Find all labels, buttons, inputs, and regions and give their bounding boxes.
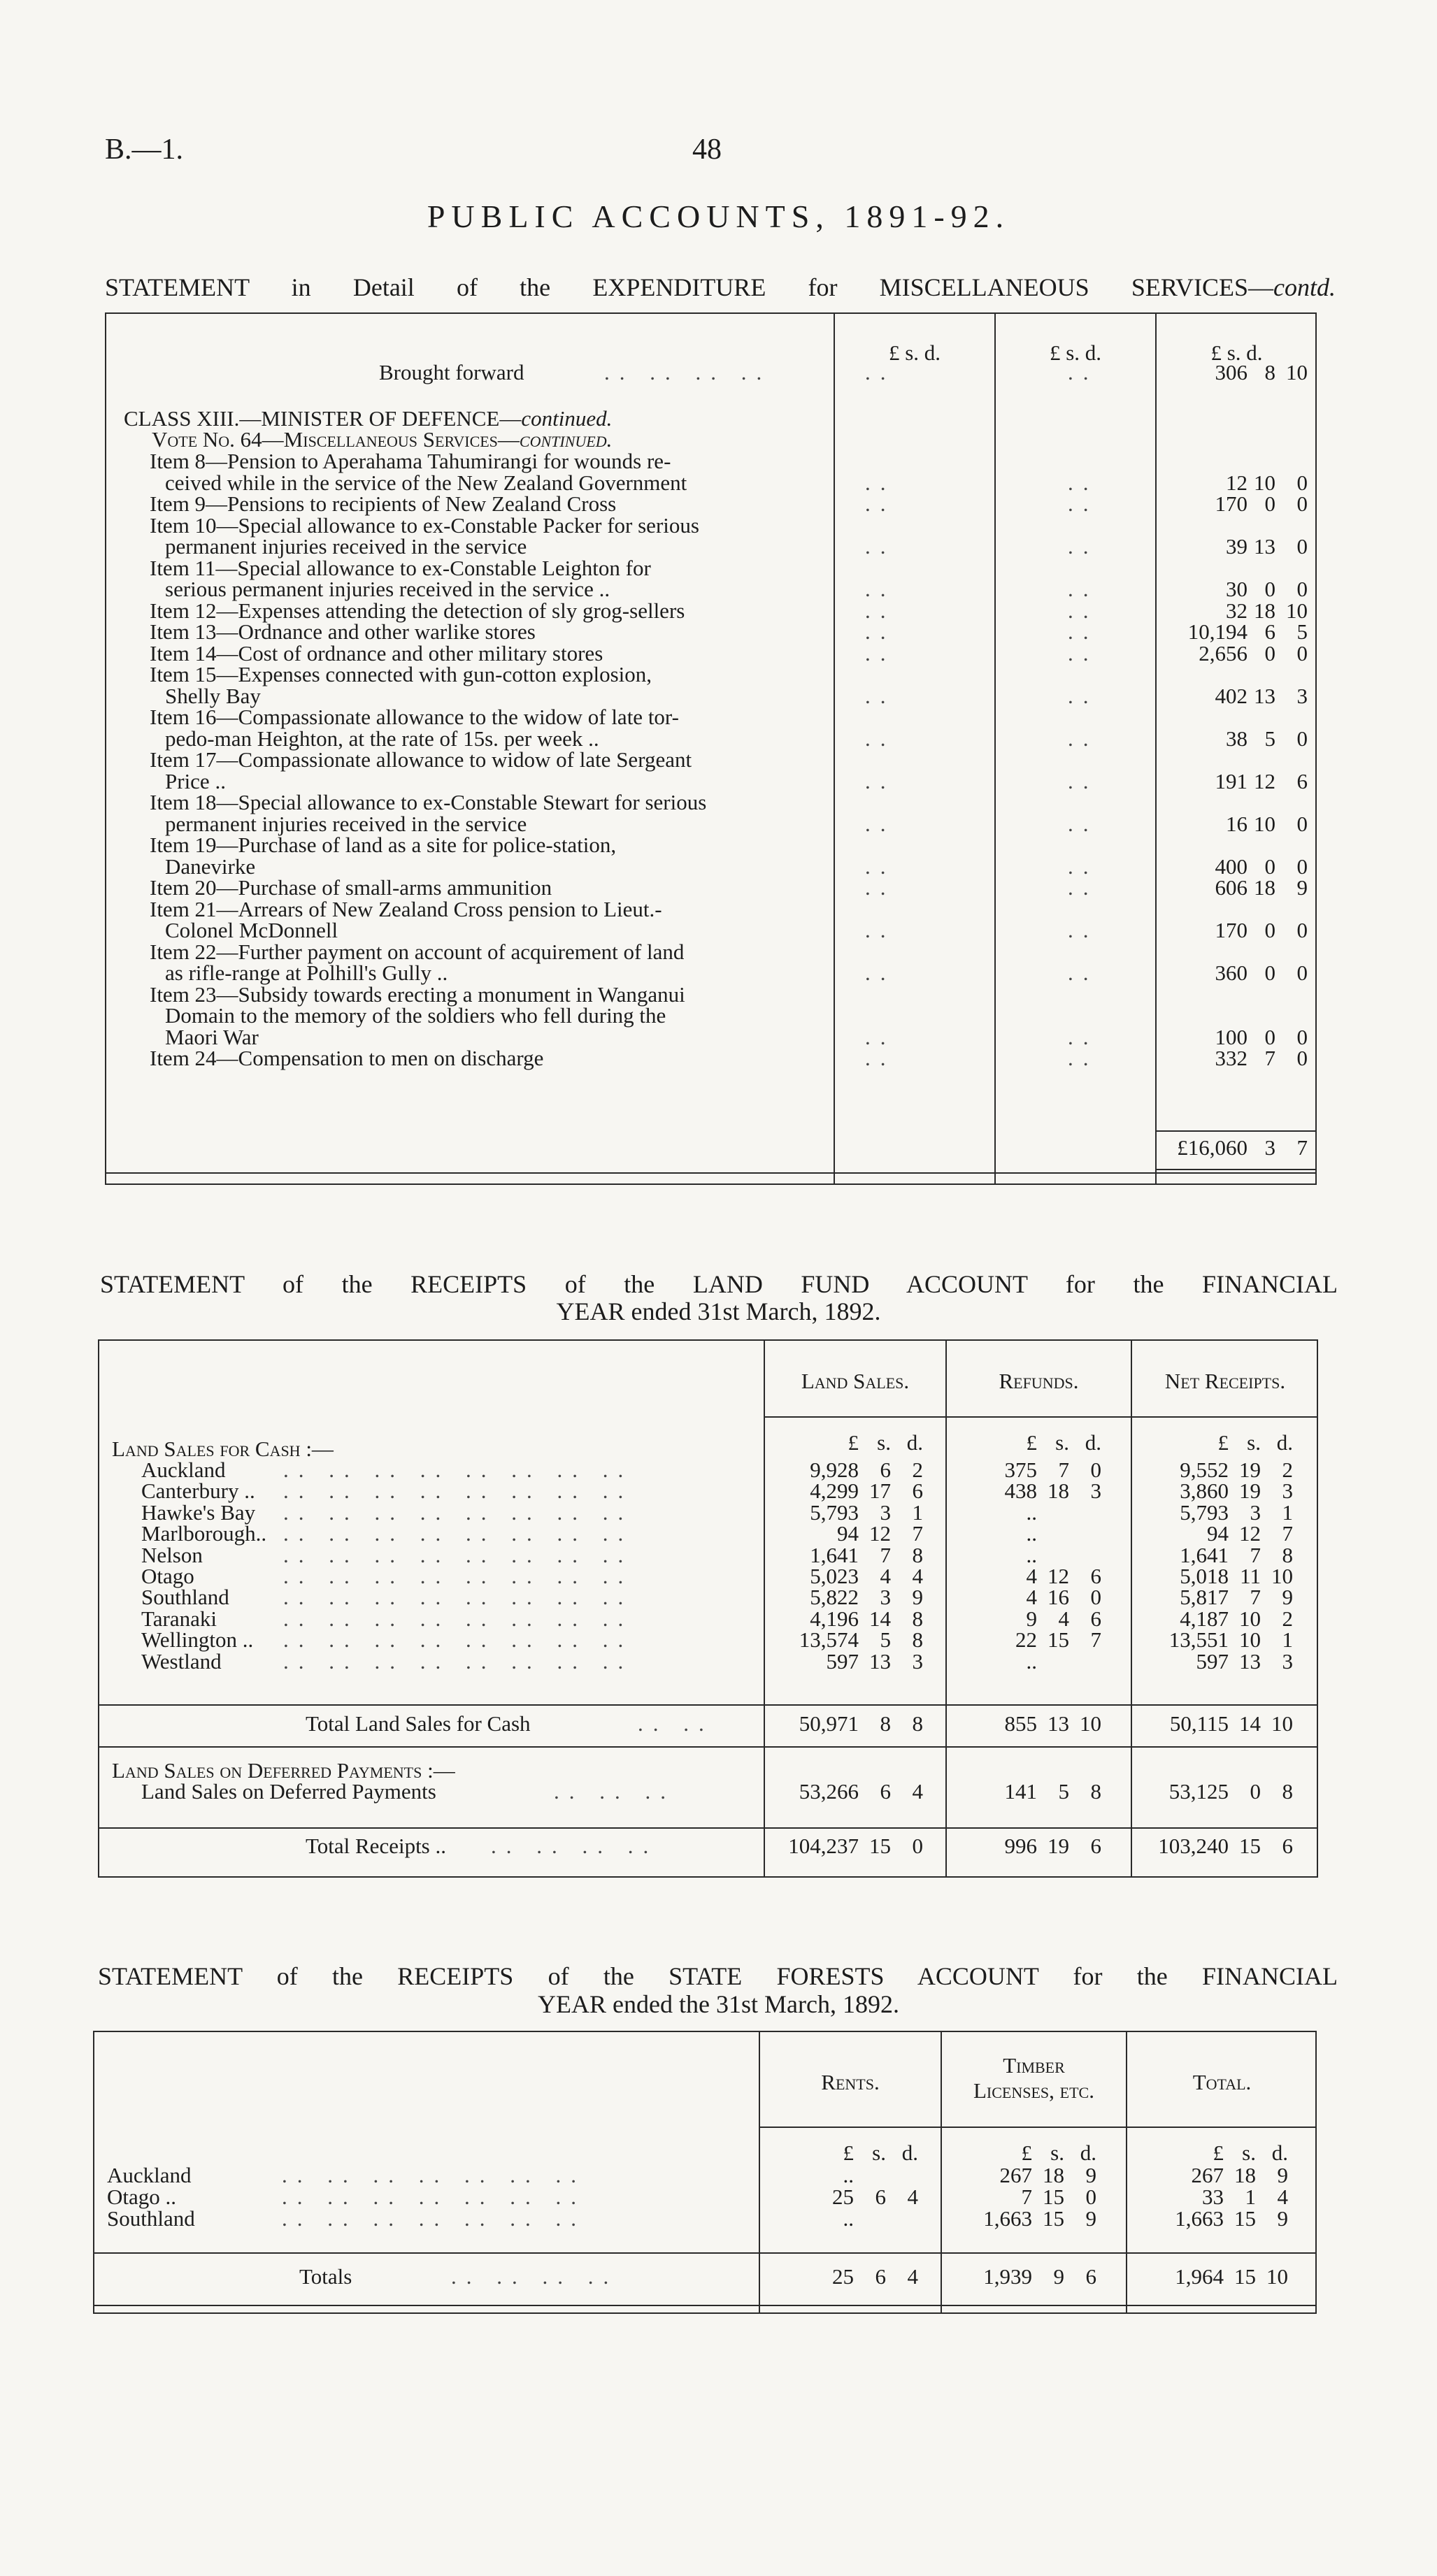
deferred-refunds: 141 5 8 <box>1004 1779 1101 1804</box>
forests-total-value: 1,663 15 9 <box>1175 2206 1288 2231</box>
land-net-value: 13,551 10 1 <box>1168 1627 1293 1653</box>
misc-item-line: Item 20—Purchase of small-arms ammunition <box>150 875 552 900</box>
misc-item-line: Item 24—Compensation to men on discharge <box>150 1046 544 1070</box>
currency-header-1: £ s. d. <box>888 340 941 365</box>
col-timber-licenses: Timber Licenses, etc. <box>973 2053 1094 2103</box>
land-row-name: Otago <box>141 1564 194 1588</box>
forests-row-name: Southland <box>107 2206 195 2231</box>
land-row-name: Marlborough.. <box>141 1521 267 1546</box>
land-statement-heading: STATEMENT of the RECEIPTS of the LAND FUND ACCOUNT for the FINANCIAL <box>100 1270 1338 1298</box>
land-sales-value: 5,793 3 1 <box>810 1499 923 1525</box>
page-number: 48 <box>692 134 722 166</box>
forests-rents-value: .. <box>843 2206 854 2231</box>
misc-item-line: Colonel McDonnell <box>165 918 338 942</box>
currency-header: £ s. d. <box>1026 1430 1101 1455</box>
land-net-value: 597 13 3 <box>1196 1648 1293 1674</box>
land-sales-value: 5,822 3 9 <box>810 1585 923 1610</box>
land-deferred-section: Land Sales on Deferred Payments :— <box>112 1758 455 1783</box>
land-row-name: Southland <box>141 1585 229 1610</box>
forests-rents-value: .. <box>843 2163 854 2187</box>
land-refunds-value: 375 7 0 <box>1004 1458 1101 1482</box>
land-net-value: 5,817 7 9 <box>1180 1585 1293 1610</box>
misc-item-line: Item 18—Special allowance to ex-Constable Stewart for serious <box>150 790 707 814</box>
misc-item-line: Item 22—Further payment on account of acquirement of land <box>150 939 685 964</box>
misc-item-amount: 2,656 0 0 <box>1199 640 1308 665</box>
land-sales-value: 9,928 6 2 <box>810 1458 923 1482</box>
brought-forward-amount: 306 8 10 <box>1215 360 1308 384</box>
land-refunds-value: .. <box>1026 1542 1037 1567</box>
total-receipts-refunds: 996 19 6 <box>1004 1834 1101 1858</box>
land-row-name: Westland <box>141 1648 222 1674</box>
land-fund-table: Land Sales. Refunds. Net Receipts. £ s. d. £ s. d. £ s. d. Land Sales for Cash :— Auckland .. .. .. .. .. .. .. .. 9,928 6 2 375 7 0 9,552 19 2 Canterbury .. .. .. .. .. .. .. .. .. 4,299 17 6 438 18 3 3,860 19 3 Hawke's Bay .. .. .. .. .. .. .. .. 5,793 3 1 .. 5,793 3 1 Marlborough.. .. .. .. .. .. .. .. .. 94 12 7 .. 94 12 7 Nelson .. .. .. .. .. .. .. .. 1,641 7 8 .. 1,641 7 8 Otago .. .. .. .. .. .. .. .. 5,023 4 4 4 12 6 5,018 11 10 Southland .. .. .. .. .. .. .. .. 5,822 3 9 4 16 0 5,817 7 9 Taranaki .. .. .. .. .. .. .. .. 4,196 14 8 9 4 6 4,187 10 2 Wellington .. .. .. .. .. .. .. .. .. 13,574 5 8 22 15 7 13,551 10 1 Westland .. .. .. .. .. .. .. .. 597 13 3 .. 597 13 3 Total Land Sales for Cash .. .. 50,971 8 8 855 13 10 50,115 14 10 Land Sales on Deferred Payments :— Land Sales on Deferred Payments .. .. .. 53,266 6 4 141 5 8 53,125 0 8 Total Receipts .. .. .. .. .. 104,237 15 0 996 19 6 103,240 15 6 <box>98 1339 1318 1878</box>
total-receipts-net: 103,240 15 6 <box>1158 1834 1293 1858</box>
cash-total-sales: 50,971 8 8 <box>799 1711 923 1736</box>
land-refunds-value: 4 16 0 <box>1026 1585 1101 1610</box>
misc-item-line: permanent injuries received in the service <box>165 534 527 559</box>
currency-header-2: £ s. d. <box>1049 340 1102 365</box>
land-refunds-value: .. <box>1026 1499 1037 1525</box>
misc-item-line: ceived while in the service of the New Zealand Government <box>165 470 687 495</box>
land-refunds-value: 9 4 6 <box>1026 1606 1101 1631</box>
land-net-value: 4,187 10 2 <box>1180 1606 1293 1631</box>
land-cash-section: Land Sales for Cash :— <box>112 1437 334 1461</box>
land-sales-value: 4,299 17 6 <box>810 1478 923 1504</box>
land-year-text: YEAR ended 31st March, 1892. <box>556 1297 881 1325</box>
misc-item-line: pedo-man Heighton, at the rate of 15s. per week .. <box>165 726 599 751</box>
col-refunds: Refunds. <box>999 1369 1079 1393</box>
total-receipts-label: Total Receipts .. <box>306 1834 447 1858</box>
land-sales-value: 1,641 7 8 <box>810 1542 923 1567</box>
misc-item-line: Danevirke <box>165 854 256 879</box>
land-row-name: Hawke's Bay <box>141 1499 256 1525</box>
col-rents: Rents. <box>821 2070 880 2094</box>
deferred-sales: 53,266 6 4 <box>799 1779 923 1804</box>
misc-statement-heading: STATEMENT in Detail of the EXPENDITURE for MISCELLANEOUS SERVICES—contd. <box>105 273 1336 301</box>
class-heading: CLASS XIII.—MINISTER OF DEFENCE—continued. <box>124 406 613 431</box>
misc-item-amount: 400 0 0 <box>1215 854 1308 879</box>
misc-total: £16,060 3 7 <box>1177 1135 1308 1160</box>
misc-item-line: as rifle-range at Polhill's Gully .. <box>165 960 448 985</box>
land-row-name: Wellington .. <box>141 1627 254 1653</box>
land-sales-value: 94 12 7 <box>837 1521 923 1546</box>
currency-header: £ s. d. <box>1217 1430 1293 1455</box>
land-net-value: 9,552 19 2 <box>1180 1458 1293 1482</box>
misc-item-line: Item 13—Ordnance and other warlike stores <box>150 619 536 644</box>
forests-rents-value: 25 6 4 <box>832 2185 918 2209</box>
misc-item-amount: 38 5 0 <box>1226 726 1308 751</box>
land-net-value: 3,860 19 3 <box>1180 1478 1293 1504</box>
misc-item-line: Item 17—Compassionate allowance to widow of late Sergeant <box>150 747 692 772</box>
misc-item-line: Item 19—Purchase of land as a site for police-station, <box>150 833 617 857</box>
misc-item-amount: 30 0 0 <box>1226 577 1308 601</box>
misc-item-line: Maori War <box>165 1024 259 1049</box>
land-row-name: Taranaki <box>141 1606 217 1631</box>
misc-item-amount: 100 0 0 <box>1215 1024 1308 1049</box>
forests-totals-label: Totals <box>299 2264 352 2289</box>
state-forests-table: Rents. Timber Licenses, etc. Total. £ s. d. £ s. d. £ s. d. Auckland .. .. .. .. .. .. .. .. 267 18 9 267 18 9 Otago .. .. .. .. .. .. .. .. 25 6 4 7 15 0 33 1 4 Southland .. .. .. .. .. .. .. .. 1,663 15 9 1,663 15 9 Totals .. .. .. .. 25 6 4 1,939 9 6 1,964 15 10 <box>93 2031 1317 2314</box>
misc-item-line: Item 23—Subsidy towards erecting a monument in Wanganui <box>150 981 685 1007</box>
forests-row-name: Otago .. <box>107 2185 177 2209</box>
forests-timber-value: 7 15 0 <box>1021 2185 1096 2209</box>
forests-totals-rents: 25 6 4 <box>832 2264 918 2289</box>
misc-item-line: Price .. <box>165 768 226 793</box>
col-total: Total. <box>1192 2070 1252 2094</box>
currency-header: £ s. d. <box>848 1430 923 1455</box>
currency-header: £ s. d. <box>1021 2140 1096 2165</box>
land-sales-value: 597 13 3 <box>826 1648 923 1674</box>
misc-item-line: Item 16—Compassionate allowance to the widow of late tor- <box>150 705 679 729</box>
misc-item-line: Item 14—Cost of ordnance and other military stores <box>150 640 603 665</box>
land-row-name: Auckland <box>141 1458 226 1482</box>
currency-header-3: £ s. d. <box>1210 340 1263 365</box>
col-land-sales: Land Sales. <box>801 1369 910 1393</box>
misc-item-amount: 170 0 0 <box>1215 491 1308 516</box>
forests-total-value: 267 18 9 <box>1191 2163 1288 2187</box>
forests-row-name: Auckland <box>107 2163 192 2187</box>
total-receipts-sales: 104,237 15 0 <box>788 1834 923 1858</box>
misc-item-line: Item 12—Expenses attending the detection of sly grog-sellers <box>150 598 685 623</box>
misc-item-line: Item 21—Arrears of New Zealand Cross pension to Lieut.- <box>150 896 662 921</box>
land-refunds-value: .. <box>1026 1521 1037 1546</box>
misc-item-amount: 606 18 9 <box>1215 875 1308 900</box>
misc-item-amount: 10,194 6 5 <box>1187 619 1308 644</box>
land-refunds-value: 22 15 7 <box>1015 1627 1101 1653</box>
document-reference: B.—1. <box>105 134 184 166</box>
land-net-value: 5,018 11 10 <box>1180 1564 1293 1588</box>
misc-item-line: Domain to the memory of the soldiers who fell during the <box>165 1003 666 1028</box>
misc-item-amount: 12 10 0 <box>1226 470 1308 495</box>
misc-item-amount: 32 18 10 <box>1226 598 1308 623</box>
vote-heading: Vote No. 64—Miscellaneous Services—continued. <box>152 427 613 452</box>
deferred-label: Land Sales on Deferred Payments <box>141 1779 436 1804</box>
forests-timber-value: 267 18 9 <box>999 2163 1096 2187</box>
misc-item-amount: 360 0 0 <box>1215 960 1308 985</box>
misc-item-line: Shelly Bay <box>165 683 261 708</box>
currency-header: £ s. d. <box>843 2140 918 2165</box>
land-net-value: 5,793 3 1 <box>1180 1499 1293 1525</box>
cash-total-label: Total Land Sales for Cash <box>306 1711 531 1736</box>
forests-statement-heading: STATEMENT of the RECEIPTS of the STATE FORESTS ACCOUNT for the FINANCIAL <box>98 1962 1338 1990</box>
land-refunds-value: 438 18 3 <box>1004 1478 1101 1504</box>
forests-totals-total: 1,964 15 10 <box>1175 2264 1288 2289</box>
misc-item-amount: 402 13 3 <box>1215 683 1308 708</box>
land-refunds-value: 4 12 6 <box>1026 1564 1101 1588</box>
forests-totals-timber: 1,939 9 6 <box>983 2264 1096 2289</box>
land-row-name: Nelson <box>141 1542 203 1567</box>
land-row-name: Canterbury .. <box>141 1478 255 1504</box>
misc-item-amount: 191 12 6 <box>1215 768 1308 793</box>
col-net-receipts: Net Receipts. <box>1164 1369 1286 1393</box>
misc-item-amount: 170 0 0 <box>1215 918 1308 942</box>
misc-item-line: Item 8—Pension to Aperahama Tahumirangi for wounds re- <box>150 449 671 473</box>
misc-item-line: Item 9—Pensions to recipients of New Zealand Cross <box>150 491 617 516</box>
land-net-value: 1,641 7 8 <box>1180 1542 1293 1567</box>
cash-total-refunds: 855 13 10 <box>1004 1711 1101 1736</box>
misc-item-line: serious permanent injuries received in the service .. <box>165 577 610 601</box>
misc-item-line: Item 15—Expenses connected with gun-cotton explosion, <box>150 662 652 686</box>
land-statement-subheading <box>0 1297 1437 1326</box>
land-sales-value: 4,196 14 8 <box>810 1606 923 1631</box>
misc-item-amount: 16 10 0 <box>1226 811 1308 836</box>
forests-statement-subheading <box>0 1989 1437 2019</box>
forests-timber-value: 1,663 15 9 <box>983 2206 1096 2231</box>
land-net-value: 94 12 7 <box>1207 1521 1293 1546</box>
page-title: PUBLIC ACCOUNTS, 1891-92. <box>427 199 1010 234</box>
deferred-net: 53,125 0 8 <box>1168 1779 1293 1804</box>
misc-expenditure-table: £ s. d. £ s. d. £ s. d. Brought forward .. .. .. .. .. .. 306 8 10 CLASS XIII.—MINISTER OF DEFENCE—continued. Vote No. 64—Miscellaneous Services—continued. Item 8—Pension to Aperahama Tahumirangi for wounds re- ceived while in the service of the New Zealand Government .. .. 12 10 0 Item 9—Pensions to recipients of New Zealand Cross .. .. 170 0 0 Item 10—Special allowance to ex-Constable Packer for serious permanent injuries received in the service .. .. 39 13 0 Item 11—Special allowance to ex-Constable Leighton for serious permanent injuries received in the service .. .. .. 30 0 0 Item 12—Expenses attending the detection of sly grog-sellers .. .. 32 18 10 Item 13—Ordnance and other warlike stores .. .. 10,194 6 5 Item 14—Cost of ordnance and other military stores .. .. 2,656 0 0 Item 15—Expenses connected with gun-cotton explosion, Shelly Bay .. .. 402 13 3 Item 16—Compassionate allowance to the widow of late tor- pedo-man Heighton, at the rate of 15s. per week .. .. .. 38 5 0 Item 17—Compassionate allowance to widow of late Sergeant Price .. .. .. 191 12 6 Item 18—Special allowance to ex-Constable Stewart for serious permanent injuries received in the service .. .. 16 10 0 Item 19—Purchase of land as a site for police-station, Danevirke .. .. 400 0 0 Item 20—Purchase of small-arms ammunition .. .. 606 18 9 Item 21—Arrears of New Zealand Cross pension to Lieut.- Colonel McDonnell .. .. 170 0 0 Item 22—Further payment on account of acquirement of land as rifle-range at Polhill's Gully .. .. .. 360 0 0 Item 23—Subsidy towards erecting a monument in Wanganui Domain to the memory of the soldiers who fell during the Maori War .. .. 100 0 0 Item 24—Compensation to men on discharge .. .. 332 7 0 £16,060 3 7 <box>105 312 1317 1185</box>
forests-year-text: YEAR ended the 31st March, 1892. <box>538 1990 899 2018</box>
land-refunds-value: .. <box>1026 1648 1037 1674</box>
land-sales-value: 5,023 4 4 <box>810 1564 923 1588</box>
brought-forward-label: Brought forward <box>379 360 524 384</box>
misc-item-line: permanent injuries received in the service <box>165 811 527 836</box>
misc-item-line: Item 10—Special allowance to ex-Constable Packer for serious <box>150 512 699 538</box>
misc-item-amount: 39 13 0 <box>1226 534 1308 559</box>
currency-header: £ s. d. <box>1213 2140 1288 2165</box>
cash-total-net: 50,115 14 10 <box>1169 1711 1293 1736</box>
misc-item-line: Item 11—Special allowance to ex-Constable Leighton for <box>150 555 651 580</box>
land-sales-value: 13,574 5 8 <box>799 1627 923 1653</box>
misc-item-amount: 332 7 0 <box>1215 1046 1308 1070</box>
forests-total-value: 33 1 4 <box>1202 2185 1288 2209</box>
